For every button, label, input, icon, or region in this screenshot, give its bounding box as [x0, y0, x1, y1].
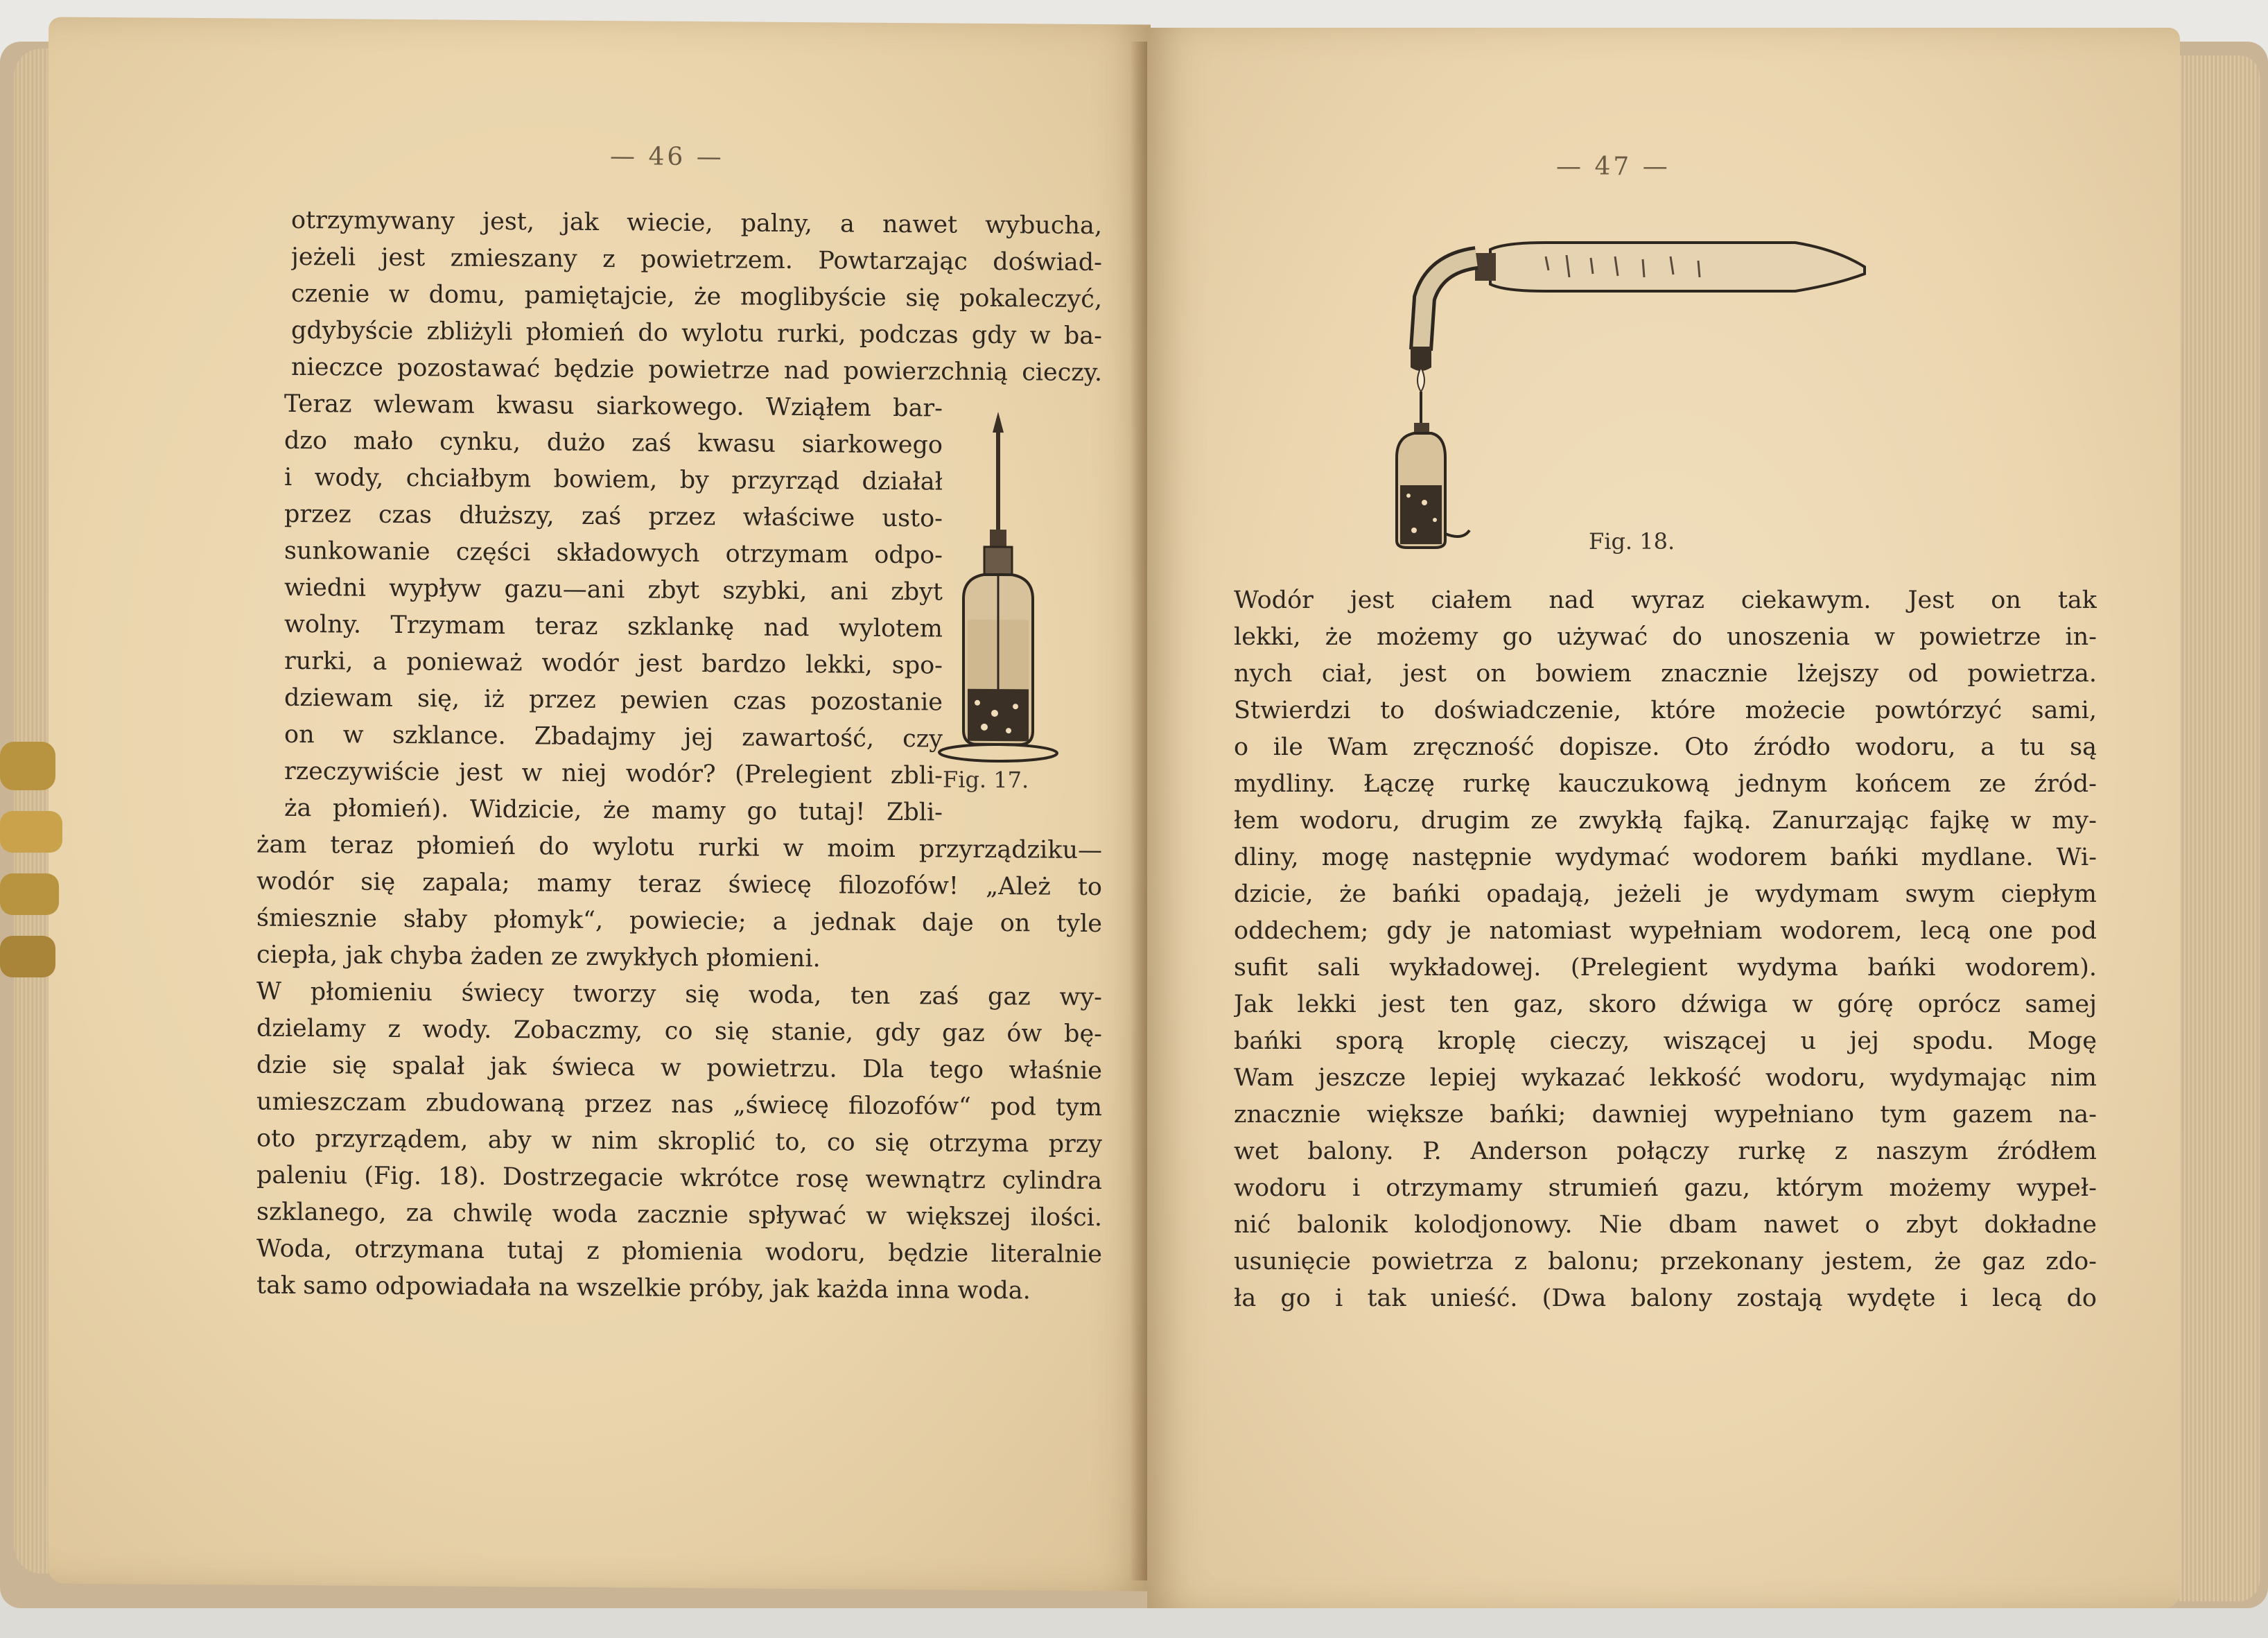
text-line: usunięcie powietrza z balonu; przekonany jestem, że gaz zdo- [1234, 1248, 2097, 1275]
brass-clip [0, 728, 62, 1019]
left-bottom-paragraph [256, 827, 1102, 1311]
text-line: nieczce pozostawać będzie powietrze nad powierzchnią cieczy. [291, 353, 1102, 387]
text-line: nych ciał, jest on bowiem znacznie lżejszy od powietrza. [1234, 660, 2097, 688]
fig17-caption: Fig. 17. [943, 766, 1029, 794]
text-line: wiedni wypływ gazu—ani zbyt szybki, ani zbyt [284, 573, 943, 607]
text-line: otrzymywany jest, jak wiecie, palny, a nawet wybucha, [291, 206, 1102, 241]
page-number-right: — 47 — [1556, 153, 1671, 181]
text-line: paleniu (Fig. 18). Dostrzegacie wkrótce rosę wewnątrz cylindra [256, 1161, 1102, 1196]
text-line: tak samo odpowiadała na wszelkie próby, jak każda inna woda. [256, 1271, 1031, 1305]
text-line: on w szklance. Zbadajmy jej zawartość, czy [284, 720, 943, 753]
text-line: wolny. Trzymam teraz szklankę nad wylotem [284, 610, 943, 643]
text-line: Teraz wlewam kwasu siarkowego. Wziąłem bar- [284, 390, 943, 423]
text-line: dziewam się, iż przez pewien czas pozostanie [284, 683, 943, 717]
page-number-left: — 46 — [610, 142, 724, 172]
text-line: oto przyrządem, aby w nim skroplić to, co się otrzyma przy [256, 1124, 1102, 1159]
text-line: mydliny. Łączę rurkę kauczukową jednym końcem ze źród- [1234, 770, 2097, 798]
text-line: nić balonik kolodjonowy. Nie dbam nawet o zbyt dokładne [1234, 1211, 2097, 1239]
text-line: o ile Wam zręczność dopisze. Oto źródło wodoru, a tu są [1234, 733, 2097, 761]
text-line: dzie się spalał jak świeca w powietrzu. Dla tego właśnie [256, 1051, 1102, 1086]
text-line: bańki sporą kroplę cieczy, wiszącej u jej spodu. Mogę [1234, 1027, 2097, 1055]
text-line: wodór się zapala; mamy teraz świecę filozofów! „Ależ to [256, 867, 1102, 902]
text-line: sunkowanie części składowych otrzymam odpo- [284, 537, 943, 570]
text-line: Woda, otrzymana tutaj z płomienia wodoru, będzie literalnie [256, 1235, 1102, 1269]
text-line: sufit sali wykładowej. (Prelegient wydyma bańki wodorem). [1234, 954, 2097, 982]
text-line: łem wodoru, drugim ze zwykłą fajką. Zanurzając fajkę w my- [1234, 807, 2097, 835]
text-line: żam teraz płomień do wylotu rurki w moim przyrządziku— [256, 830, 1102, 865]
text-line: ża płomień). Widzicie, że mamy go tutaj! Zbli- [284, 794, 943, 827]
text-line: umieszczam zbudowaną przez nas „świecę filozofów“ pod tym [256, 1088, 1102, 1122]
text-line: jeżeli jest zmieszany z powietrzem. Powtarzając doświad- [291, 243, 1102, 277]
text-line: dliny, mogę następnie wydymać wodorem bańki mydlane. Wi- [1234, 844, 2097, 871]
left-top-paragraph [291, 202, 1102, 392]
text-line: rurki, a ponieważ wodór jest bardzo lekki, spo- [284, 647, 943, 680]
text-line: oddechem; gdy je natomiast wypełniam wodorem, lecą one pod [1234, 917, 2097, 945]
text-line: szklanego, za chwilę woda zacznie spływać w większej ilości. [256, 1198, 1102, 1232]
text-line: lekki, że możemy go używać do unoszenia w powietrze in- [1234, 623, 2097, 651]
text-line: Jak lekki jest ten gaz, skoro dźwiga w górę oprócz samej [1234, 991, 2097, 1018]
text-line: W płomieniu świecy tworzy się woda, ten zaś gaz wy- [256, 977, 1102, 1012]
text-line: ciepła, jak chyba żaden ze zwykłych płomieni. [256, 941, 821, 973]
text-line: znacznie większe bańki; dawniej wypełniano tym gazem na- [1234, 1101, 2097, 1129]
text-line: i wody, chciałbym bowiem, by przyrząd działał [284, 463, 943, 496]
text-line: gdybyście zbliżyli płomień do wylotu rurki, podczas gdy w ba- [291, 316, 1102, 351]
right-page [1147, 28, 2180, 1608]
text-line: wodoru i otrzymamy strumień gazu, którym możemy wypeł- [1234, 1174, 2097, 1202]
text-line: dzielamy z wody. Zobaczmy, co się stanie, gdy gaz ów bę- [256, 1014, 1102, 1049]
text-line: rzeczywiście jest w niej wodór? (Prelegient zbli- [284, 757, 943, 790]
left-page [49, 17, 1151, 1591]
fig18-caption: Fig. 18. [1589, 528, 1675, 555]
text-line: przez czas dłuższy, zaś przez właściwe usto- [284, 500, 943, 533]
left-narrow-paragraph [284, 386, 943, 832]
right-page-text [1234, 582, 2097, 1317]
fig18-condenser-illustration [1393, 215, 1878, 561]
text-line: Wam jeszcze lepiej wykazać lekkość wodoru, wydymając nim [1234, 1064, 2097, 1092]
fig17-bottle-illustration [929, 411, 1067, 772]
text-line: dzicie, że bańki opadają, jeżeli je wydymam swym ciepłym [1234, 880, 2097, 908]
text-line: dzo mało cynku, dużo zaś kwasu siarkowego [284, 426, 943, 460]
text-line: Stwierdzi to doświadczenie, które możecie powtórzyć sami, [1234, 697, 2097, 724]
text-line: czenie w domu, pamiętajcie, że moglibyście się pokaleczyć, [291, 279, 1102, 314]
text-line: ła go i tak unieść. (Dwa balony zostają wydęte i lecą do [1234, 1284, 2097, 1312]
text-line: śmiesznie słaby płomyk“, powiecie; a jednak daje on tyle [256, 904, 1102, 939]
text-line: wet balony. P. Anderson połączy rurkę z naszym źródłem [1234, 1138, 2097, 1165]
text-line: Wodór jest ciałem nad wyraz ciekawym. Jest on tak [1234, 586, 2097, 614]
